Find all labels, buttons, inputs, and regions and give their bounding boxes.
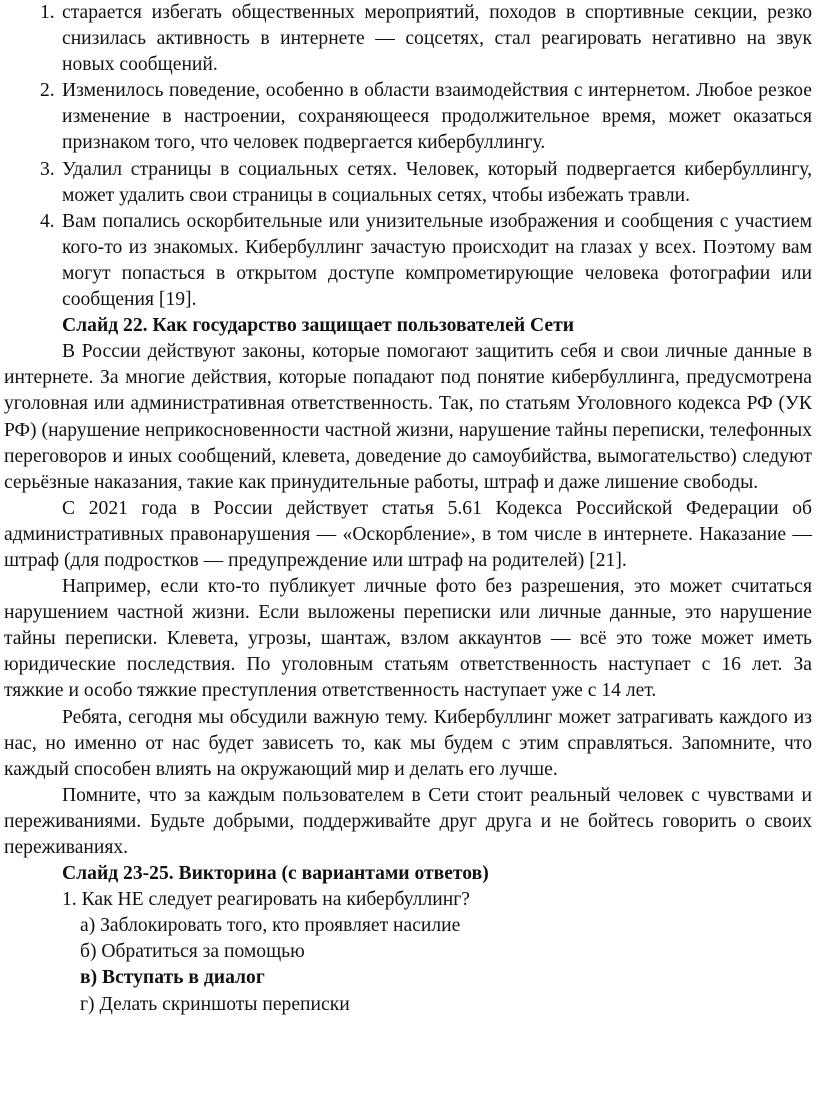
list-number: 4. bbox=[40, 210, 55, 232]
paragraph: Например, если кто-то публикует личные фото без разрешения, это может считаться нарушением частной жизни. Если выложены переписки или личные данные, это нарушение тайны переписки. Клевета, угрозы, шантаж, взлом аккаунтов — всё это тоже может иметь юридические последствия. По уголовным статьям ответственность наступает с 16 лет. За тяжкие и особо тяжкие преступления ответственность наступает уже с 14 лет. bbox=[4, 576, 812, 702]
list-text: Изменилось поведение, особенно в области взаимодействия с интернетом. Любое резкое изменение в настроении, сохраняющееся продолжительное время, может оказаться признаком того, что человек подвергается кибербуллингу. bbox=[62, 80, 812, 154]
list-number: 1. bbox=[40, 2, 55, 23]
slide22-heading: Слайд 22. Как государство защищает пользователей Сети bbox=[62, 315, 575, 337]
paragraph: Ребята, сегодня мы обсудили важную тему. Кибербуллинг может затрагивать каждого из нас, но именно от нас будет зависеть то, как мы будем с этим справляться. Запомните, что каждый способен влиять на окружающий мир и делать его лучше. bbox=[4, 706, 812, 780]
paragraph: С 2021 года в России действует статья 5.61 Кодекса Российской Федерации об административных правонарушения — «Оскорбление», в том числе в интернете. Наказание — штраф (для подростков — предупреждение или штраф на родителей) [21]. bbox=[4, 497, 812, 571]
list-text: Вам попались оскорбительные или унизительные изображения и сообщения с участием кого-то из знакомых. Кибербуллинг зачастую происходит на глазах у всех. Поэтому вам могут попасться в открытом доступе компрометирующие человека фотографии или сообщения [19]. bbox=[62, 210, 812, 311]
list-item bbox=[4, 78, 812, 156]
list-text: старается избегать общественных мероприятий, походов в спортивные секции, резко снизилась активность в интернете — соцсетях, стал реагировать негативно на звук новых сообщений. bbox=[62, 2, 812, 76]
quiz-heading: Слайд 23-25. Викторина (с вариантами ответов) bbox=[62, 863, 489, 885]
list-item bbox=[4, 0, 812, 78]
list-number: 3. bbox=[40, 158, 55, 180]
list-item bbox=[4, 157, 812, 209]
paragraph: Помните, что за каждым пользователем в Сети стоит реальный человек с чувствами и переживаниями. Будьте добрыми, поддерживайте друг друга и не бойтесь говорить о своих переживаниях. bbox=[4, 784, 812, 858]
list-text: Удалил страницы в социальных сетях. Человек, который подвергается кибербуллингу, может удалить свои страницы в социальных сетях, чтобы избежать травли. bbox=[62, 158, 812, 206]
quiz-option: б) Обратиться за помощью bbox=[80, 941, 305, 963]
quiz-question: 1. Как НЕ следует реагировать на кибербуллинг? bbox=[62, 889, 470, 911]
paragraph: В России действуют законы, которые помогают защитить себя и свои личные данные в интернете. За многие действия, которые попадают под понятие кибербуллинга, предусмотрена уголовная или административная ответственность. Так, по статьям Уголовного кодекса РФ (УК РФ) (нарушение неприкосновенности частной жизни, нарушение тайны переписки, телефонных переговоров и иных сообщений, клевета, доведение до самоубийства, вымогательство) следуют серьёзные наказания, такие как принудительные работы, штраф и даже лишение свободы. bbox=[4, 341, 812, 493]
list-item bbox=[4, 209, 812, 313]
quiz-option: г) Делать скриншоты переписки bbox=[80, 993, 350, 1015]
signs-list bbox=[4, 0, 812, 313]
list-number: 2. bbox=[40, 80, 55, 102]
quiz-option-correct: в) Вступать в диалог bbox=[80, 967, 265, 989]
quiz-option: а) Заблокировать того, кто проявляет насилие bbox=[80, 915, 461, 937]
